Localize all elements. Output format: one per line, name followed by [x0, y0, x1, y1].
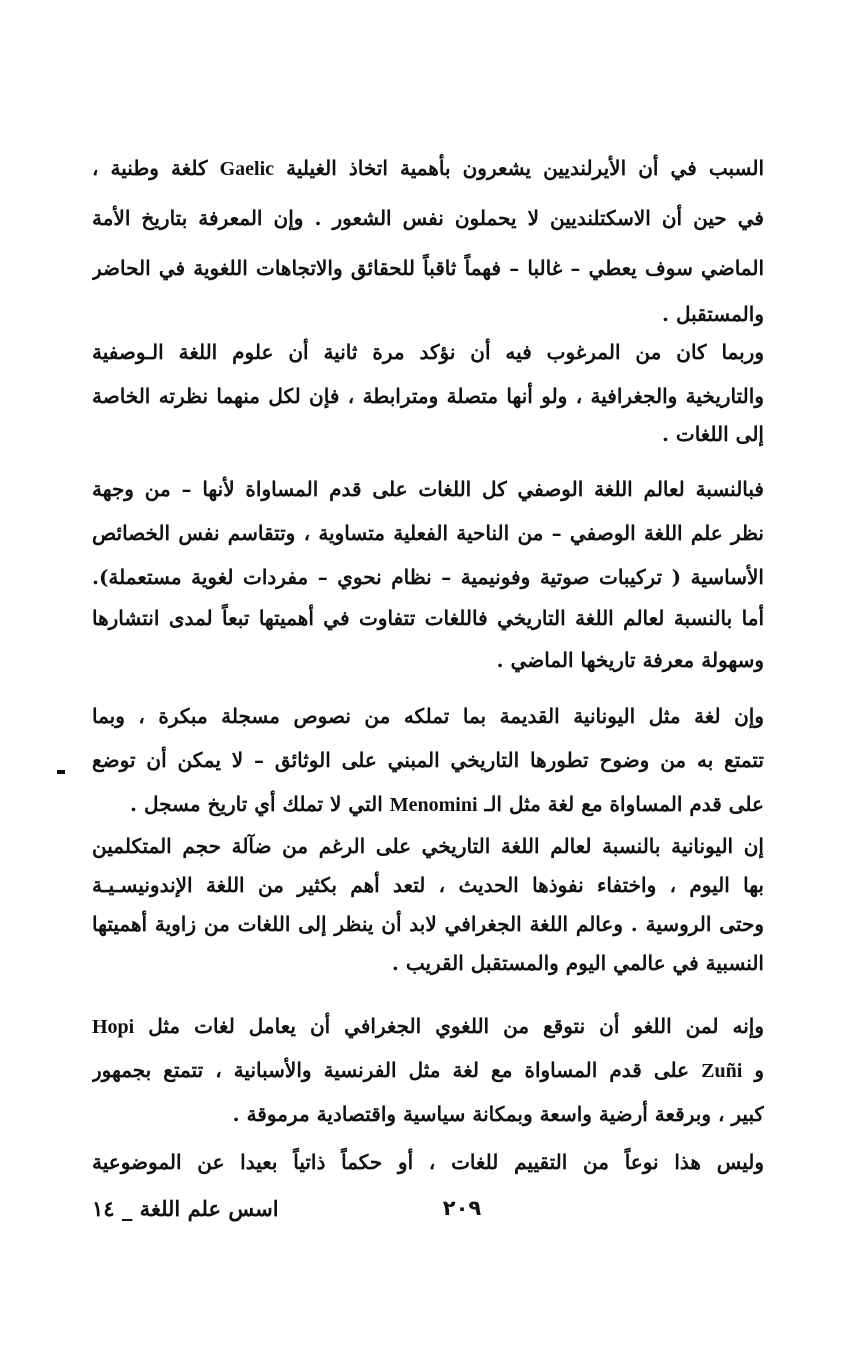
text-line: وربما كان من المرغوب فيه أن نؤكد مرة ثانية أن علوم اللغة الـوصفية	[92, 340, 764, 364]
latin-term: Menomini	[389, 794, 478, 816]
paragraph-5	[92, 694, 764, 826]
text-line: تتمتع به من وضوح تطورها التاريخي المبني على الوثائق – لا يمكن أن توضع	[92, 748, 764, 772]
text-line: و Zuñi على قدم المساواة مع لغة مثل الفرنسية والأسبانية ، تتمتع بجمهور	[92, 1058, 764, 1082]
text-line: كبير ، وبرقعة أرضية واسعة وبمكانة سياسية واقتصادية مرموقة .	[232, 1102, 764, 1126]
text-line: وإن لغة مثل اليونانية القديمة بما تملكه من نصوص مسجلة مبكرة ، وبما	[92, 704, 764, 728]
text-line: الأساسية ( تركيبات صوتية وفونيمية – نظام نحوي – مفردات لغوية مستعملة).	[92, 565, 764, 589]
text-line: وإنه لمن اللغو أن نتوقع من اللغوي الجغرافي أن يعامل لغات مثل Hopi	[92, 1014, 764, 1038]
page-footer	[92, 1196, 764, 1236]
paragraph-8	[92, 1140, 764, 1184]
text-line: وليس هذا نوعاً من التقييم للغات ، أو حكماً ذاتياً بعيدا عن الموضوعية	[92, 1150, 764, 1174]
footer-title: اسس علم اللغة _ ١٤	[92, 1196, 279, 1221]
latin-term: Zuñi	[701, 1060, 743, 1082]
latin-term: Gaelic	[219, 158, 275, 180]
margin-mark	[57, 770, 65, 774]
text-line: الماضي سوف يعطي – غالبا – فهماً ثاقباً للحقائق والاتجاهات اللغوية في الحاضر	[92, 256, 764, 280]
text-line: السبب في أن الأيرلنديين يشعرون بأهمية اتخاذ الغيلية Gaelic كلغة وطنية ،	[92, 156, 764, 180]
paragraph-6	[92, 827, 764, 983]
paragraph-1	[92, 143, 764, 335]
text-line: النسبية في عالمي اليوم والمستقبل القريب .	[391, 951, 764, 975]
page-number: ٢٠٩	[442, 1196, 482, 1220]
paragraph-2	[92, 327, 764, 453]
paragraph-3	[92, 467, 764, 599]
paragraph-7	[92, 1004, 764, 1136]
text-line: وسهولة معرفة تاريخها الماضي .	[496, 648, 764, 672]
text-line: بها اليوم ، واختفاء نفوذها الحديث ، لتعد أهم بكثير من اللغة الإندونيسـيـة	[92, 873, 764, 897]
text-line: على قدم المساواة مع لغة مثل الـ Menomini التي لا تملك أي تاريخ مسجل .	[130, 792, 764, 816]
text-line: والتاريخية والجغرافية ، ولو أنها متصلة ومترابطة ، فإن لكل منهما نظرته الخاصة	[92, 384, 764, 408]
text-line: والمستقبل .	[662, 302, 764, 326]
text-line: في حين أن الاسكتلنديين لا يحملون نفس الشعور . وإن المعرفة بتاريخ الأمة	[92, 206, 764, 230]
paragraph-4	[92, 597, 764, 681]
text-line: إن اليونانية بالنسبة لعالم اللغة التاريخي على الرغم من ضآلة حجم المتكلمين	[92, 834, 764, 858]
latin-term: Hopi	[92, 1016, 135, 1038]
text-line: فبالنسبة لعالم اللغة الوصفي كل اللغات على قدم المساواة لأنها – من وجهة	[92, 477, 764, 501]
text-line: أما بالنسبة لعالم اللغة التاريخي فاللغات تتفاوت في أهميتها تبعاً لمدى انتشارها	[92, 606, 764, 630]
text-line: نظر علم اللغة الوصفي – من الناحية الفعلية متساوية ، وتتقاسم نفس الخصائص	[92, 521, 764, 545]
text-line: إلى اللغات .	[661, 422, 764, 446]
text-line: وحتى الروسية . وعالم اللغة الجغرافي لابد أن ينظر إلى اللغات من زاوية أهميتها	[92, 912, 764, 936]
